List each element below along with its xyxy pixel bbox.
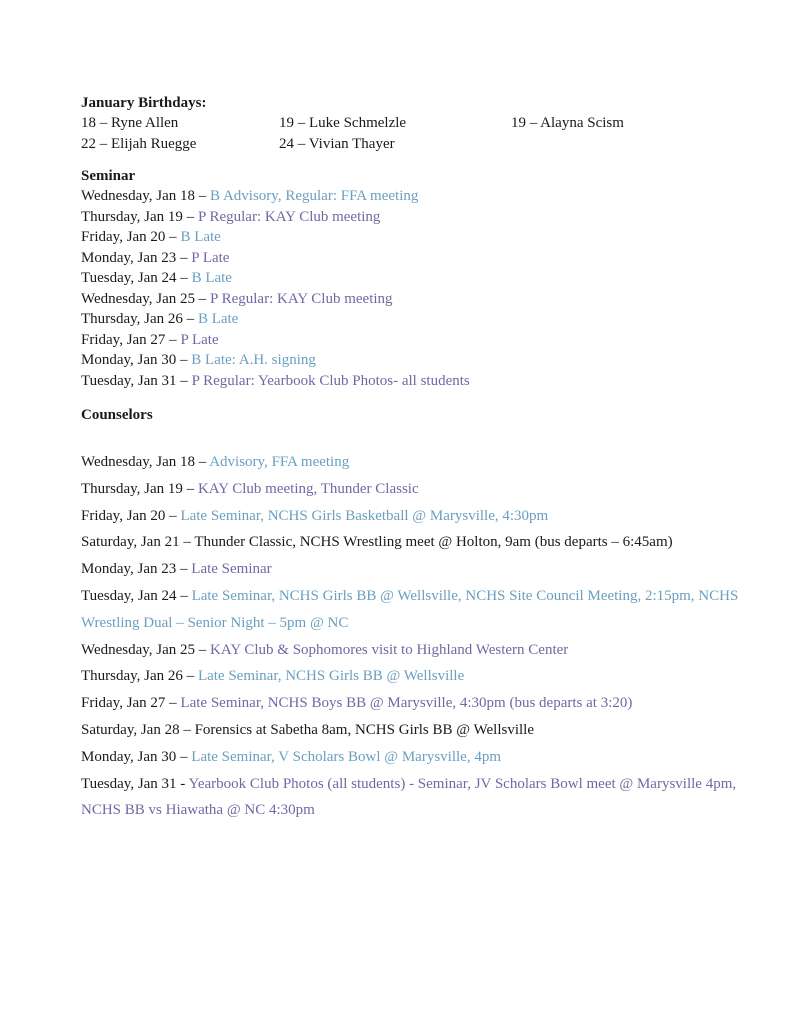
document-page bbox=[81, 93, 771, 824]
counselor-date: Tuesday, Jan 31 - bbox=[81, 775, 189, 792]
seminar-date: Thursday, Jan 26 – bbox=[81, 311, 198, 327]
seminar-detail: P Regular: Yearbook Club Photos- all students bbox=[191, 372, 470, 389]
seminar-detail: B Late: A.H. signing bbox=[191, 352, 316, 368]
counselor-item bbox=[81, 690, 771, 717]
seminar-detail: P Regular: KAY Club meeting bbox=[210, 290, 393, 307]
counselor-item bbox=[81, 556, 771, 583]
birthdays-grid bbox=[81, 113, 771, 154]
counselor-date: Saturday, Jan 28 – bbox=[81, 721, 195, 738]
seminar-item bbox=[81, 289, 771, 310]
seminar-date: Monday, Jan 30 – bbox=[81, 352, 192, 368]
counselor-item bbox=[81, 529, 771, 556]
seminar-date: Friday, Jan 20 – bbox=[81, 229, 181, 245]
seminar-date: Thursday, Jan 19 – bbox=[81, 208, 198, 225]
seminar-item bbox=[81, 248, 771, 269]
counselor-detail: KAY Club & Sophomores visit to Highland Western Center bbox=[210, 641, 569, 658]
seminar-date: Tuesday, Jan 24 – bbox=[81, 270, 192, 286]
counselor-item bbox=[81, 663, 771, 690]
counselor-item bbox=[81, 583, 771, 637]
seminar-detail: P Regular: KAY Club meeting bbox=[197, 208, 381, 225]
seminar-date: Wednesday, Jan 25 – bbox=[81, 290, 211, 307]
counselor-detail: Late Seminar, NCHS Girls Basketball @ Marysville, 4:30pm bbox=[180, 507, 549, 524]
counselor-item bbox=[81, 476, 771, 503]
counselor-detail: Advisory, FFA meeting bbox=[209, 454, 350, 470]
counselor-detail: KAY Club meeting, Thunder Classic bbox=[197, 480, 419, 497]
counselor-date: Thursday, Jan 19 – bbox=[81, 480, 198, 497]
birthday-entry: 18 – Ryne Allen bbox=[81, 115, 179, 131]
counselor-detail: Thunder Classic, NCHS Wrestling meet @ Holton, 9am (bus departs – 6:45am) bbox=[194, 534, 673, 551]
counselors-list bbox=[81, 449, 771, 824]
counselor-item bbox=[81, 449, 771, 476]
counselor-date: Monday, Jan 23 – bbox=[81, 561, 192, 578]
seminar-detail: B Advisory, Regular: FFA meeting bbox=[210, 188, 419, 204]
counselor-item bbox=[81, 637, 771, 664]
counselor-detail: Forensics at Sabetha 8am, NCHS Girls BB @ Wellsville bbox=[194, 721, 534, 738]
counselor-date: Wednesday, Jan 25 – bbox=[81, 641, 211, 658]
seminar-date: Tuesday, Jan 31 – bbox=[81, 372, 192, 389]
birthdays-heading: January Birthdays: bbox=[81, 95, 207, 111]
birthday-entry: 19 – Luke Schmelzle bbox=[279, 115, 407, 131]
counselor-item bbox=[81, 717, 771, 744]
counselors-heading: Counselors bbox=[81, 407, 153, 423]
seminar-item bbox=[81, 186, 771, 207]
seminar-detail: P Late bbox=[191, 249, 230, 266]
seminar-item bbox=[81, 268, 771, 289]
seminar-item bbox=[81, 207, 771, 228]
counselor-item bbox=[81, 744, 771, 771]
seminar-item bbox=[81, 350, 771, 371]
counselor-date: Friday, Jan 20 – bbox=[81, 507, 181, 524]
seminar-detail: B Late bbox=[180, 229, 221, 245]
birthday-row bbox=[81, 134, 771, 155]
counselor-detail: Late Seminar, V Scholars Bowl @ Marysville, 4pm bbox=[191, 748, 501, 765]
counselor-detail: Late Seminar, NCHS Girls BB @ Wellsville bbox=[197, 668, 465, 685]
seminar-item bbox=[81, 309, 771, 330]
seminar-detail: B Late bbox=[197, 311, 239, 327]
seminar-detail: B Late bbox=[191, 270, 232, 286]
counselor-date: Thursday, Jan 26 – bbox=[81, 668, 198, 685]
counselor-date: Friday, Jan 27 – bbox=[81, 695, 181, 712]
counselor-date: Saturday, Jan 21 – bbox=[81, 534, 195, 551]
counselor-date: Tuesday, Jan 24 – bbox=[81, 587, 192, 604]
birthday-entry: 24 – Vivian Thayer bbox=[279, 135, 395, 152]
seminar-date: Wednesday, Jan 18 – bbox=[81, 188, 211, 204]
seminar-item bbox=[81, 227, 771, 248]
counselor-date: Monday, Jan 30 – bbox=[81, 748, 192, 765]
birthday-entry: 22 – Elijah Ruegge bbox=[81, 135, 197, 152]
seminar-date: Friday, Jan 27 – bbox=[81, 331, 181, 348]
seminar-date: Monday, Jan 23 – bbox=[81, 249, 192, 266]
counselor-detail: Late Seminar, NCHS Boys BB @ Marysville, 4:30pm (bus departs at 3:20) bbox=[180, 695, 633, 712]
birthday-row bbox=[81, 113, 771, 134]
birthday-entry: 19 – Alayna Scism bbox=[511, 115, 624, 131]
seminar-list bbox=[81, 186, 771, 391]
counselor-date: Wednesday, Jan 18 – bbox=[81, 454, 210, 470]
counselor-detail: Late Seminar bbox=[191, 561, 272, 578]
counselor-detail: Late Seminar, NCHS Girls BB @ Wellsville, NCHS Site Council Meeting, 2:15pm, NCHS Wrestling Dual – Senior Night – 5pm @ NC bbox=[81, 587, 739, 631]
counselor-item bbox=[81, 771, 771, 825]
seminar-detail: P Late bbox=[180, 331, 219, 348]
seminar-heading: Seminar bbox=[81, 168, 136, 184]
counselor-item bbox=[81, 503, 771, 530]
seminar-item bbox=[81, 371, 771, 392]
seminar-item bbox=[81, 330, 771, 351]
counselor-detail: Yearbook Club Photos (all students) - Seminar, JV Scholars Bowl meet @ Marysville 4pm, NCHS BB vs Hiawatha @ NC 4:30pm bbox=[81, 775, 737, 819]
